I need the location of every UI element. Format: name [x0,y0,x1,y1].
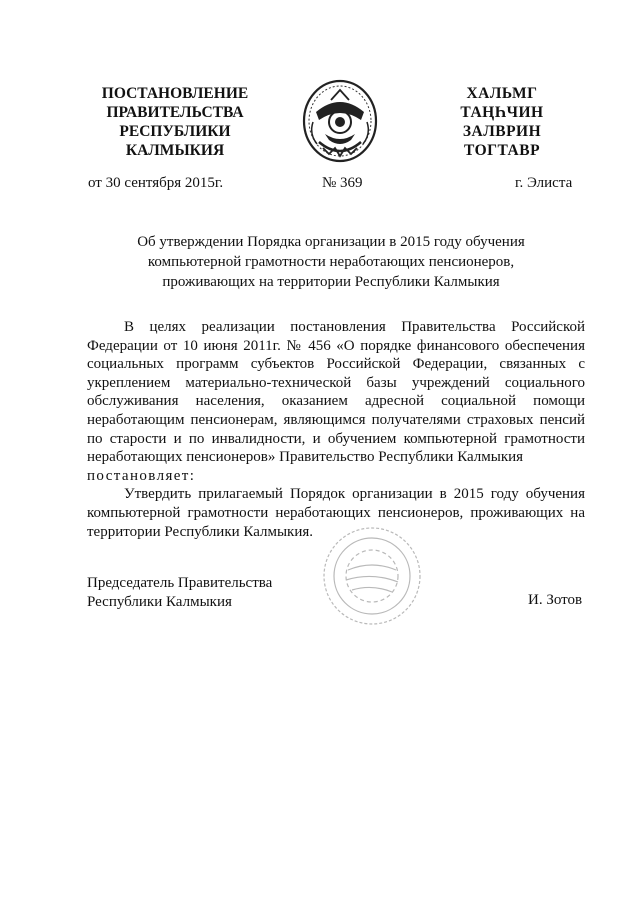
coat-of-arms-icon [301,78,379,164]
signatory-position-line: Председатель Правительства [87,575,273,591]
header-russian-line: КАЛМЫКИЯ [125,142,225,159]
paragraph-1-text: В целях реализации постановления Правительства Российской Федерации от 10 июня 2011г. № 456 «О порядке финансового обеспечения социальных программ субъектов Российской Федерации, связанных с укреплением материально-технической базы учреждений социального обслуживания населения, оказанием адресной социальной помощи неработающим пенсионерам, являющимся получателями страховых пенсий по старости и по инвалидности, и обучением компьютерной грамотности неработающих пенсионеров» Правительство Республики Калмыкия [87,319,585,466]
official-seal-stamp-icon [318,524,426,628]
body-paragraph-1 [87,318,585,485]
header-kalmyk [432,84,572,160]
header-russian-line: ПРАВИТЕЛЬСТВА [106,104,244,121]
resolution-keyword: постановляет: [87,467,196,484]
header-kalmyk-line: ТАҢҺЧИН [460,104,544,121]
header-russian-line: РЕСПУБЛИКИ [119,123,231,140]
document-title [80,232,582,292]
header-russian-line: ПОСТАНОВЛЕНИЕ [101,85,249,102]
signatory-position [87,574,272,611]
document-city: г. Элиста [515,175,573,191]
body-paragraph-2: Утвердить прилагаемый Порядок организации в 2015 году обучения компьютерной грамотности неработающих пенсионеров, проживающих на территории Республики Калмыкия. [87,486,585,540]
header-kalmyk-line: ЗАЛВРИН [462,123,542,140]
document-number: № 369 [322,175,363,191]
header-russian [80,84,270,160]
signatory-position-line: Республики Калмыкия [87,593,232,610]
title-line: проживающих на территории Республики Калмыкия [162,274,500,290]
document-body [87,318,585,541]
header-kalmyk-line: ХАЛЬМГ [466,85,538,102]
document-date: от 30 сентября 2015г. [88,175,224,191]
title-line: Об утверждении Порядка организации в 2015 году обучения [137,234,525,250]
title-line: компьютерной грамотности неработающих пенсионеров, [147,254,515,270]
header-kalmyk-line: ТОГТАВР [463,142,541,159]
signatory-name: И. Зотов [528,592,583,608]
